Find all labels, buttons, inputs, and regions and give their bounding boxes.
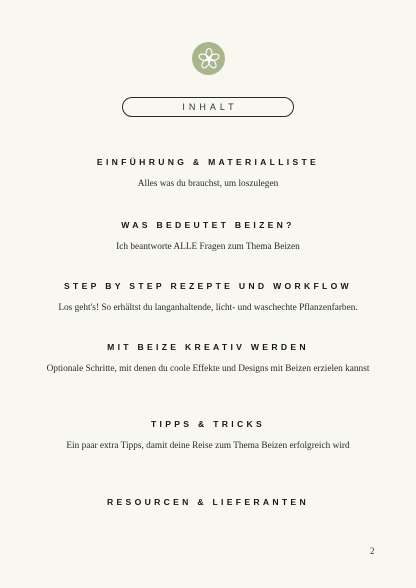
section-description: Optionale Schritte, mit denen du coole Effekte und Designs mit Beizen erzielen kannst — [46, 364, 370, 374]
section-heading: MIT BEIZE KREATIV WERDEN — [107, 342, 309, 352]
section-description: Ein paar extra Tipps, damit deine Reise zum Thema Beizen erfolgreich wird — [66, 441, 350, 451]
section-heading: RESOURCEN & LIEFERANTEN — [107, 497, 309, 507]
section-heading: WAS BEDEUTET BEIZEN? — [121, 220, 295, 230]
section-heading: TIPPS & TRICKS — [150, 419, 265, 429]
section-heading: EINFÜHRUNG & MATERIALLISTE — [96, 157, 320, 167]
flower-logo — [192, 42, 225, 75]
section-description: Alles was du brauchst, um loszulegen — [137, 179, 279, 189]
section-heading: STEP BY STEP REZEPTE UND WORKFLOW — [64, 281, 352, 291]
page-number: 2 — [370, 546, 375, 556]
toc-section-beizen — [40, 219, 376, 255]
toc-section-tips — [40, 418, 376, 454]
toc-label: INHALT — [122, 97, 294, 117]
flower-icon — [197, 47, 221, 71]
section-description: Los geht's! So erhältst du langanhaltende, licht- und waschechte Pflanzenfarben. — [58, 303, 358, 313]
toc-section-introduction — [40, 156, 376, 192]
section-description: Ich beantworte ALLE Fragen zum Thema Beizen — [116, 242, 300, 252]
toc-section-resources — [40, 496, 376, 508]
toc-section-recipes — [30, 280, 386, 316]
toc-section-creative — [40, 341, 376, 377]
